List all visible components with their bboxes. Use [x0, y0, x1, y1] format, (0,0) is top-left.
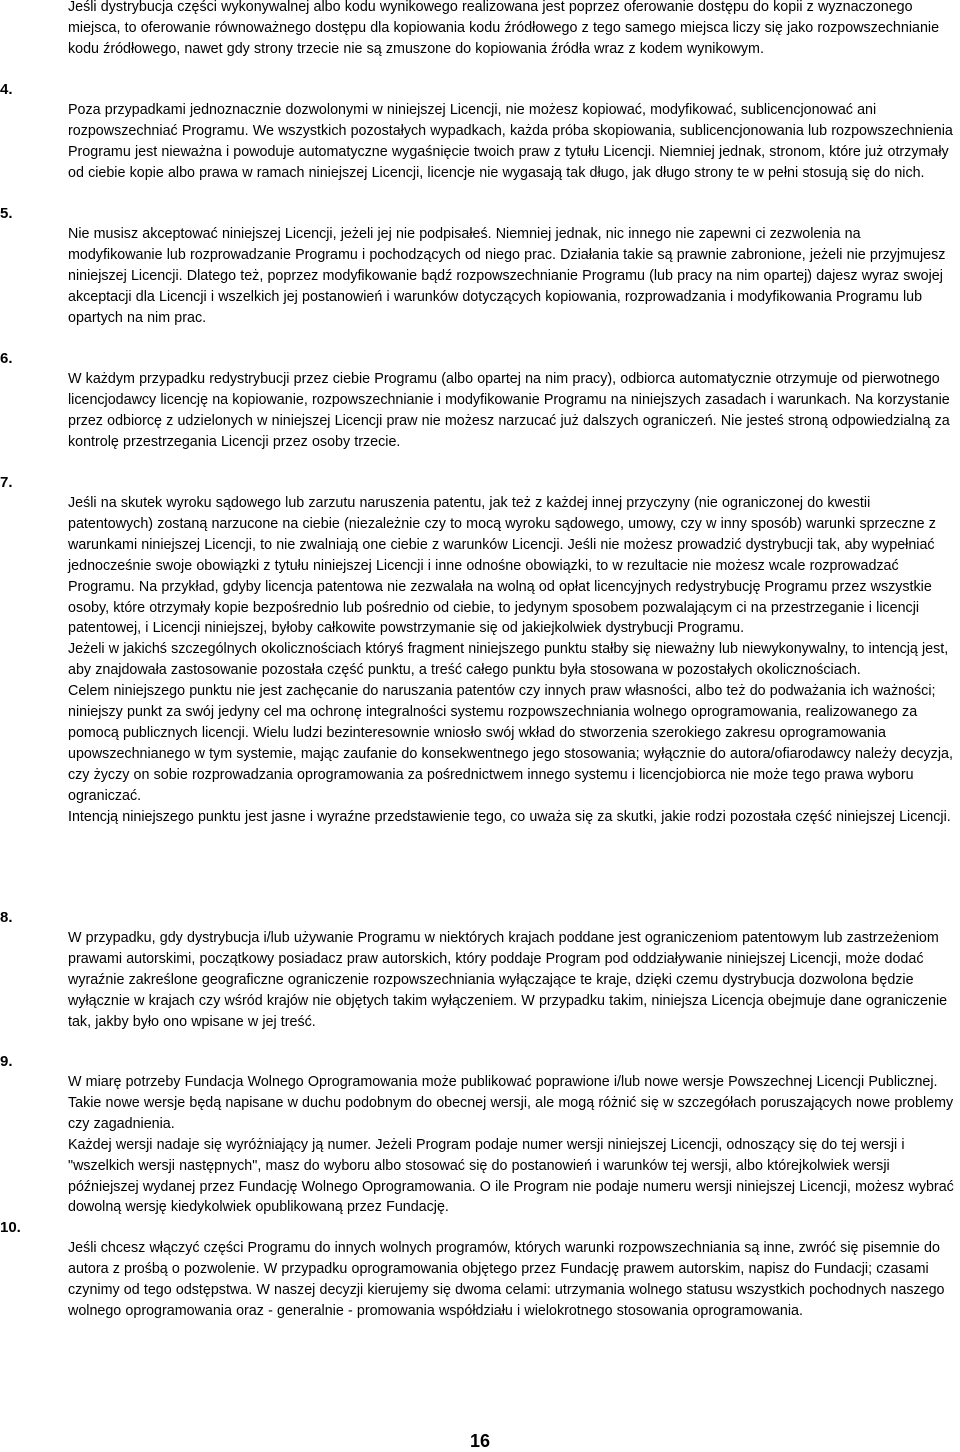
section-number-9: 9. — [0, 1053, 13, 1070]
paragraph-7-part-2: Jeżeli w jakichś szczególnych okolicznościach któryś fragment niniejszego punktu stałby się nieważny lub niewykonywalny, to intencją jest, aby znajdowała zastosowanie pozostała część punktu, a treść całego punktu była stosowana w pozostałych okolicznościach. — [68, 641, 949, 679]
paragraph-10: Jeśli chcesz włączyć części Programu do innych wolnych programów, których warunki rozpowszechniania są inne, zwróć się pisemnie do autora z prośbą o pozwolenie. W przypadku oprogramowania objętego przez Fundację prawem autorskim, napisz do Fundacji; czasami czynimy od tego odstępstwa. W naszej decyzji kierujemy się dwoma celami: utrzymania wolnego statusu wszystkich pochodnych naszego wolnego oprogramowania oraz - generalnie - promowania współdziału i wielokrotnego stosowania oprogramowania. — [68, 1240, 945, 1319]
section-number-8: 8. — [0, 909, 13, 926]
paragraph-7-part-1: Jeśli na skutek wyroku sądowego lub zarzutu naruszenia patentu, jak też z każdej innej przyczyny (nie ograniczonej do kwestii patentowych) zostaną narzucone na ciebie (niezależnie czy to mocą wyroku sądowego, umowy, czy w inny sposób) warunki sprzeczne z warunkami niniejszej Licencji, to nie zwalniają one ciebie z warunków Licencji. Jeśli nie możesz prowadzić dystrybucji tak, aby wypełniać jednocześnie swoje obowiązki z tytułu niniejszej Licencji i inne odnośne obowiązki, to w rezultacie nie możesz wcale rozprowadzać Programu. Na przykład, gdyby licencja patentowa nie zezwalała na wolną od opłat licencyjnych redystrybucję Programu przez wszystkie osoby, które otrzymały kopie bezpośrednio lub pośrednio od ciebie, to jedynym sposobem pozwalającym ci na przestrzeganie i licencji patentowej, i Licencji niniejszej, byłoby całkowite powstrzymanie się od jakiejkolwiek dystrybucji Programu. — [68, 495, 936, 637]
paragraph-9-part-2: Każdej wersji nadaje się wyróżniający ją numer. Jeżeli Program podaje numer wersji niniejszej Licencji, odnoszący się do tej wersji i "wszelkich wersji następnych", masz do wyboru albo stosować się do postanowień i warunków tej wersji, albo którejkolwiek wersji późniejszej wydanej przez Fundację Wolnego Oprogramowania. O ile Program nie podaje numeru wersji niniejszej Licencji, możesz wybrać dowolną wersję kiedykolwiek opublikowaną przez Fundację. — [68, 1136, 954, 1216]
section-number-4: 4. — [0, 81, 13, 98]
paragraph-6: W każdym przypadku redystrybucji przez ciebie Programu (albo opartej na nim pracy), odbiorca automatycznie otrzymuje od pierwotnego licencjodawcy licencję na kopiowanie, rozpowszechnianie i modyfikowanie Programu na niniejszych zasadach i warunkach. Na korzystanie przez odbiorcę z udzielonych w niniejszej Licencji praw nie możesz narzucać już dalszych ograniczeń. Nie jesteś stroną odpowiedzialną za kontrolę przestrzegania Licencji przez osoby trzecie. — [68, 371, 950, 450]
paragraph-7-part-4: Intencją niniejszego punktu jest jasne i wyraźne przedstawienie tego, co uważa się za skutki, jakie rodzi pozostała część niniejszej Licencji. — [68, 808, 951, 825]
paragraph-4: Poza przypadkami jednoznacznie dozwolonymi w niniejszej Licencji, nie możesz kopiować, modyfikować, sublicencjonować ani rozpowszechniać Programu. We wszystkich pozostałych wypadkach, każda próba skopiowania, sublicencjonowania lub rozpowszechnienia Programu jest nieważna i powoduje automatyczne wygaśnięcie twoich praw z tytułu Licencji. Niemniej jednak, stronom, które już otrzymały od ciebie kopie albo prawa w ramach niniejszej Licencji, licencje nie wygasają tak długo, jak długo strony te w pełni stosują się do nich. — [68, 102, 953, 181]
paragraph-5: Nie musisz akceptować niniejszej Licencji, jeżeli jej nie podpisałeś. Niemniej jednak, nic innego nie zapewni ci zezwolenia na modyfikowanie lub rozprowadzanie Programu i pochodzących od niego prac. Działania takie są prawnie zabronione, jeżeli nie przyjmujesz niniejszej Licencji. Dlatego też, poprzez modyfikowanie bądź rozpowszechnianie Programu (lub pracy na nim opartej) dajesz wyraz swojej akceptacji dla Licencji i wszelkich jej postanowień i warunków dotyczących kopiowania, rozprowadzania i modyfikowania Programu lub opartych na nim prac. — [68, 226, 946, 326]
section-number-5: 5. — [0, 205, 13, 222]
section-number-10: 10. — [0, 1219, 21, 1236]
page-number: 16 — [469, 1431, 491, 1451]
paragraph-9 — [68, 1072, 958, 1218]
paragraph-7 — [68, 493, 958, 828]
section-number-7: 7. — [0, 474, 13, 491]
paragraph-8: W przypadku, gdy dystrybucja i/lub używanie Programu w niektórych krajach poddane jest ograniczeniom patentowym lub zastrzeżeniom prawami autorskimi, początkowy posiadacz praw autorskich, który poddaje Program pod oddziaływanie niniejszej Licencji, może dodać wyraźnie zakreślone geograficzne ograniczenie rozpowszechniania wyłączające te kraje, dzięki czemu dystrybucja dozwolona będzie wyłącznie w krajach czy wśród krajów nie objętych takim wyłączeniem. W przypadku takim, niniejsza Licencja obejmuje dane ograniczenie tak, jakby było ono wpisane w jej treść. — [68, 930, 948, 1030]
paragraph-7-part-3: Celem niniejszego punktu nie jest zachęcanie do naruszania patentów czy innych praw własności, albo też do podważania ich ważności; niniejszy punkt za swój jedyny cel ma ochronę integralności systemu rozpowszechniania wolnego oprogramowania, realizowanego za pomocą publicznych licencji. Wielu ludzi bezinteresownie wniosło swój wkład do stworzenia szerokiego zakresu oprogramowania upowszechnianego w tym systemie, mając zaufanie do konsekwentnego jego stosowania; wyłącznie do autora/ofiarodawcy należy decyzja, czy życzy on sobie rozprowadzania oprogramowania za pośrednictwem innego systemu i licencjobiorca nie może tego prawa wyboru ograniczać. — [68, 683, 953, 804]
paragraph-9-part-1: W miarę potrzeby Fundacja Wolnego Oprogramowania może publikować poprawione i/lub nowe wersje Powszechnej Licencji Publicznej. Takie nowe wersje będą napisane w duchu podobnym do obecnej wersji, ale mogą różnić się w szczegółach poruszających nowe problemy czy zagadnienia. — [68, 1074, 954, 1132]
section-number-6: 6. — [0, 350, 13, 367]
paragraph-3-continuation: Jeśli dystrybucja części wykonywalnej albo kodu wynikowego realizowana jest poprzez oferowanie dostępu do kopii z wyznaczonego miejsca, to oferowanie równoważnego dostępu dla kopiowania kodu źródłowego z tego samego miejsca liczy się jako rozpowszechnianie kodu źródłowego, nawet gdy strony trzecie nie są zmuszone do kopiowania źródła wraz z kodem wynikowym. — [68, 0, 940, 57]
